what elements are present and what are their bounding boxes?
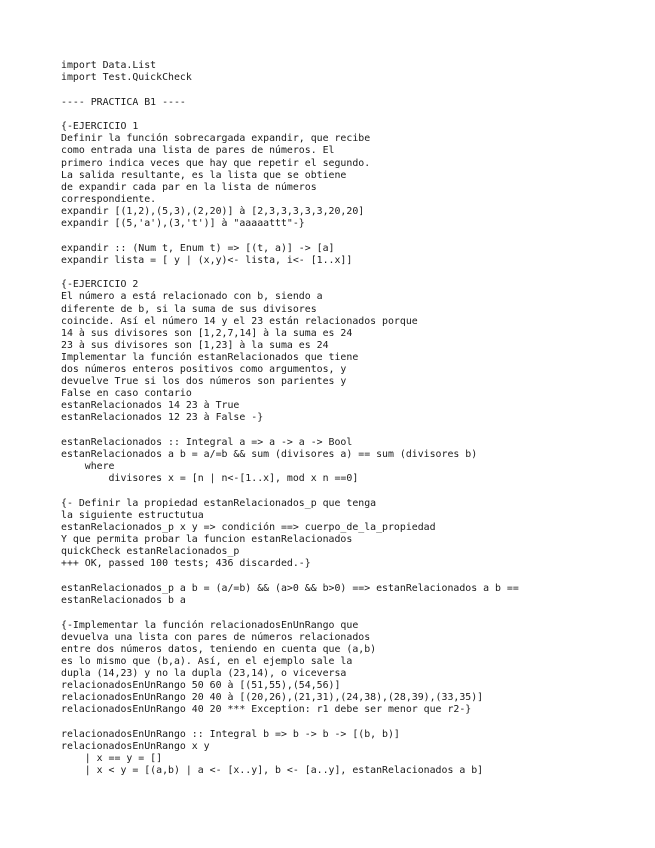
- code-line: devuelve True si los dos números son parientes y: [61, 376, 347, 388]
- code-line: 14 à sus divisores son [1,2,7,14] à la suma es 24: [61, 327, 353, 339]
- code-line: estanRelacionados :: Integral a => a -> a -> Bool: [61, 436, 353, 448]
- code-line: relacionadosEnUnRango x y: [61, 740, 210, 752]
- code-line: estanRelacionados_p a b = (a/=b) && (a>0 && b>0) ==> estanRelacionados a b ==: [61, 582, 519, 594]
- code-block-rango-statement: [61, 620, 651, 717]
- code-line: correspondiente.: [61, 193, 157, 205]
- code-line: relacionadosEnUnRango :: Integral b => b -> b -> [(b, b)]: [61, 728, 400, 740]
- code-line: estanRelacionados b a: [61, 594, 186, 606]
- code-line: es lo mismo que (b,a). Así, en el ejemplo sale la: [61, 655, 353, 667]
- code-line: +++ OK, passed 100 tests; 436 discarded.-}: [61, 558, 311, 570]
- code-line: {-Implementar la función relacionadosEnUnRango que: [61, 619, 359, 631]
- code-line: expandir [(5,'a'),(3,'t')] à "aaaaattt"-}: [61, 218, 305, 230]
- code-line: quickCheck estanRelacionados_p: [61, 546, 240, 558]
- code-line: estanRelacionados a b = a/=b && sum (divisores a) == sum (divisores b): [61, 449, 478, 461]
- code-line: Implementar la función estanRelacionados que tiene: [61, 351, 359, 363]
- code-line: diferente de b, si la suma de sus divisores: [61, 303, 317, 315]
- code-line: como entrada una lista de pares de números. El: [61, 145, 335, 157]
- code-line: import Data.List: [61, 60, 157, 71]
- code-line: El número a está relacionado con b, siendo a: [61, 291, 323, 303]
- code-line: relacionadosEnUnRango 20 40 à [(20,26),(21,31),(24,38),(28,39),(33,35)]: [61, 692, 484, 704]
- code-line: Definir la función sobrecargada expandir, que recibe: [61, 133, 371, 145]
- code-document: [61, 60, 651, 790]
- code-line: expandir lista = [ y | (x,y)<- lista, i<- [1..x]]: [61, 254, 353, 266]
- code-block-rango-code: [61, 729, 651, 777]
- code-block-ejercicio1-statement: [61, 121, 651, 230]
- code-block-imports: [61, 60, 651, 84]
- code-line: {-EJERCICIO 2: [61, 279, 139, 291]
- code-line: la siguiente estructutua: [61, 509, 204, 521]
- code-line: estanRelacionados_p x y => condición ==> cuerpo_de_la_propiedad: [61, 522, 436, 533]
- code-block-ejercicio2-statement: [61, 279, 651, 424]
- code-line: estanRelacionados 14 23 à True: [61, 400, 240, 412]
- code-line: import Test.QuickCheck: [61, 72, 192, 84]
- code-block-ejercicio1-code: [61, 243, 651, 267]
- code-line: {- Definir la propiedad estanRelacionados_p que tenga: [61, 497, 377, 509]
- code-block-propiedad-code: [61, 583, 651, 607]
- code-block-propiedad-statement: [61, 498, 651, 571]
- code-line: 23 à sus divisores son [1,23] à la suma es 24: [61, 339, 329, 351]
- code-line: divisores x = [n | n<-[1..x], mod x n ==0]: [61, 473, 359, 485]
- code-line: estanRelacionados 12 23 à False -}: [61, 412, 264, 424]
- code-line: relacionadosEnUnRango 50 60 à [(51,55),(54,56)]: [61, 680, 341, 692]
- code-line: where: [61, 461, 115, 473]
- code-line: expandir [(1,2),(5,3),(2,20)] à [2,3,3,3,3,3,20,20]: [61, 205, 365, 217]
- code-line: dupla (14,23) y no la dupla (23,14), o viceversa: [61, 667, 347, 679]
- code-line: | x < y = [(a,b) | a <- [x..y], b <- [a..y], estanRelacionados a b]: [61, 765, 484, 777]
- code-line: ---- PRACTICA B1 ----: [61, 96, 186, 108]
- code-line: Y que permita probar la funcion estanRelacionados: [61, 534, 353, 546]
- code-line: de expandir cada par en la lista de números: [61, 181, 317, 193]
- code-line: coincide. Así el número 14 y el 23 están relacionados porque: [61, 315, 418, 327]
- code-block-practica-title: [61, 97, 651, 109]
- code-line: expandir :: (Num t, Enum t) => [(t, a)] -> [a]: [61, 242, 335, 254]
- code-line: {-EJERCICIO 1: [61, 121, 139, 133]
- code-line: devuelva una lista con pares de números relacionados: [61, 631, 371, 643]
- code-line: dos números enteros positivos como argumentos, y: [61, 363, 347, 375]
- code-line: La salida resultante, es la lista que se obtiene: [61, 169, 347, 181]
- code-line: primero indica veces que hay que repetir el segundo.: [61, 157, 371, 169]
- code-line: | x == y = []: [61, 753, 163, 764]
- code-line: entre dos números datos, teniendo en cuenta que (a,b): [61, 643, 377, 655]
- code-line: relacionadosEnUnRango 40 20 *** Exception: r1 debe ser menor que r2-}: [61, 704, 472, 716]
- code-block-ejercicio2-code: [61, 437, 651, 485]
- code-line: False en caso contario: [61, 388, 192, 400]
